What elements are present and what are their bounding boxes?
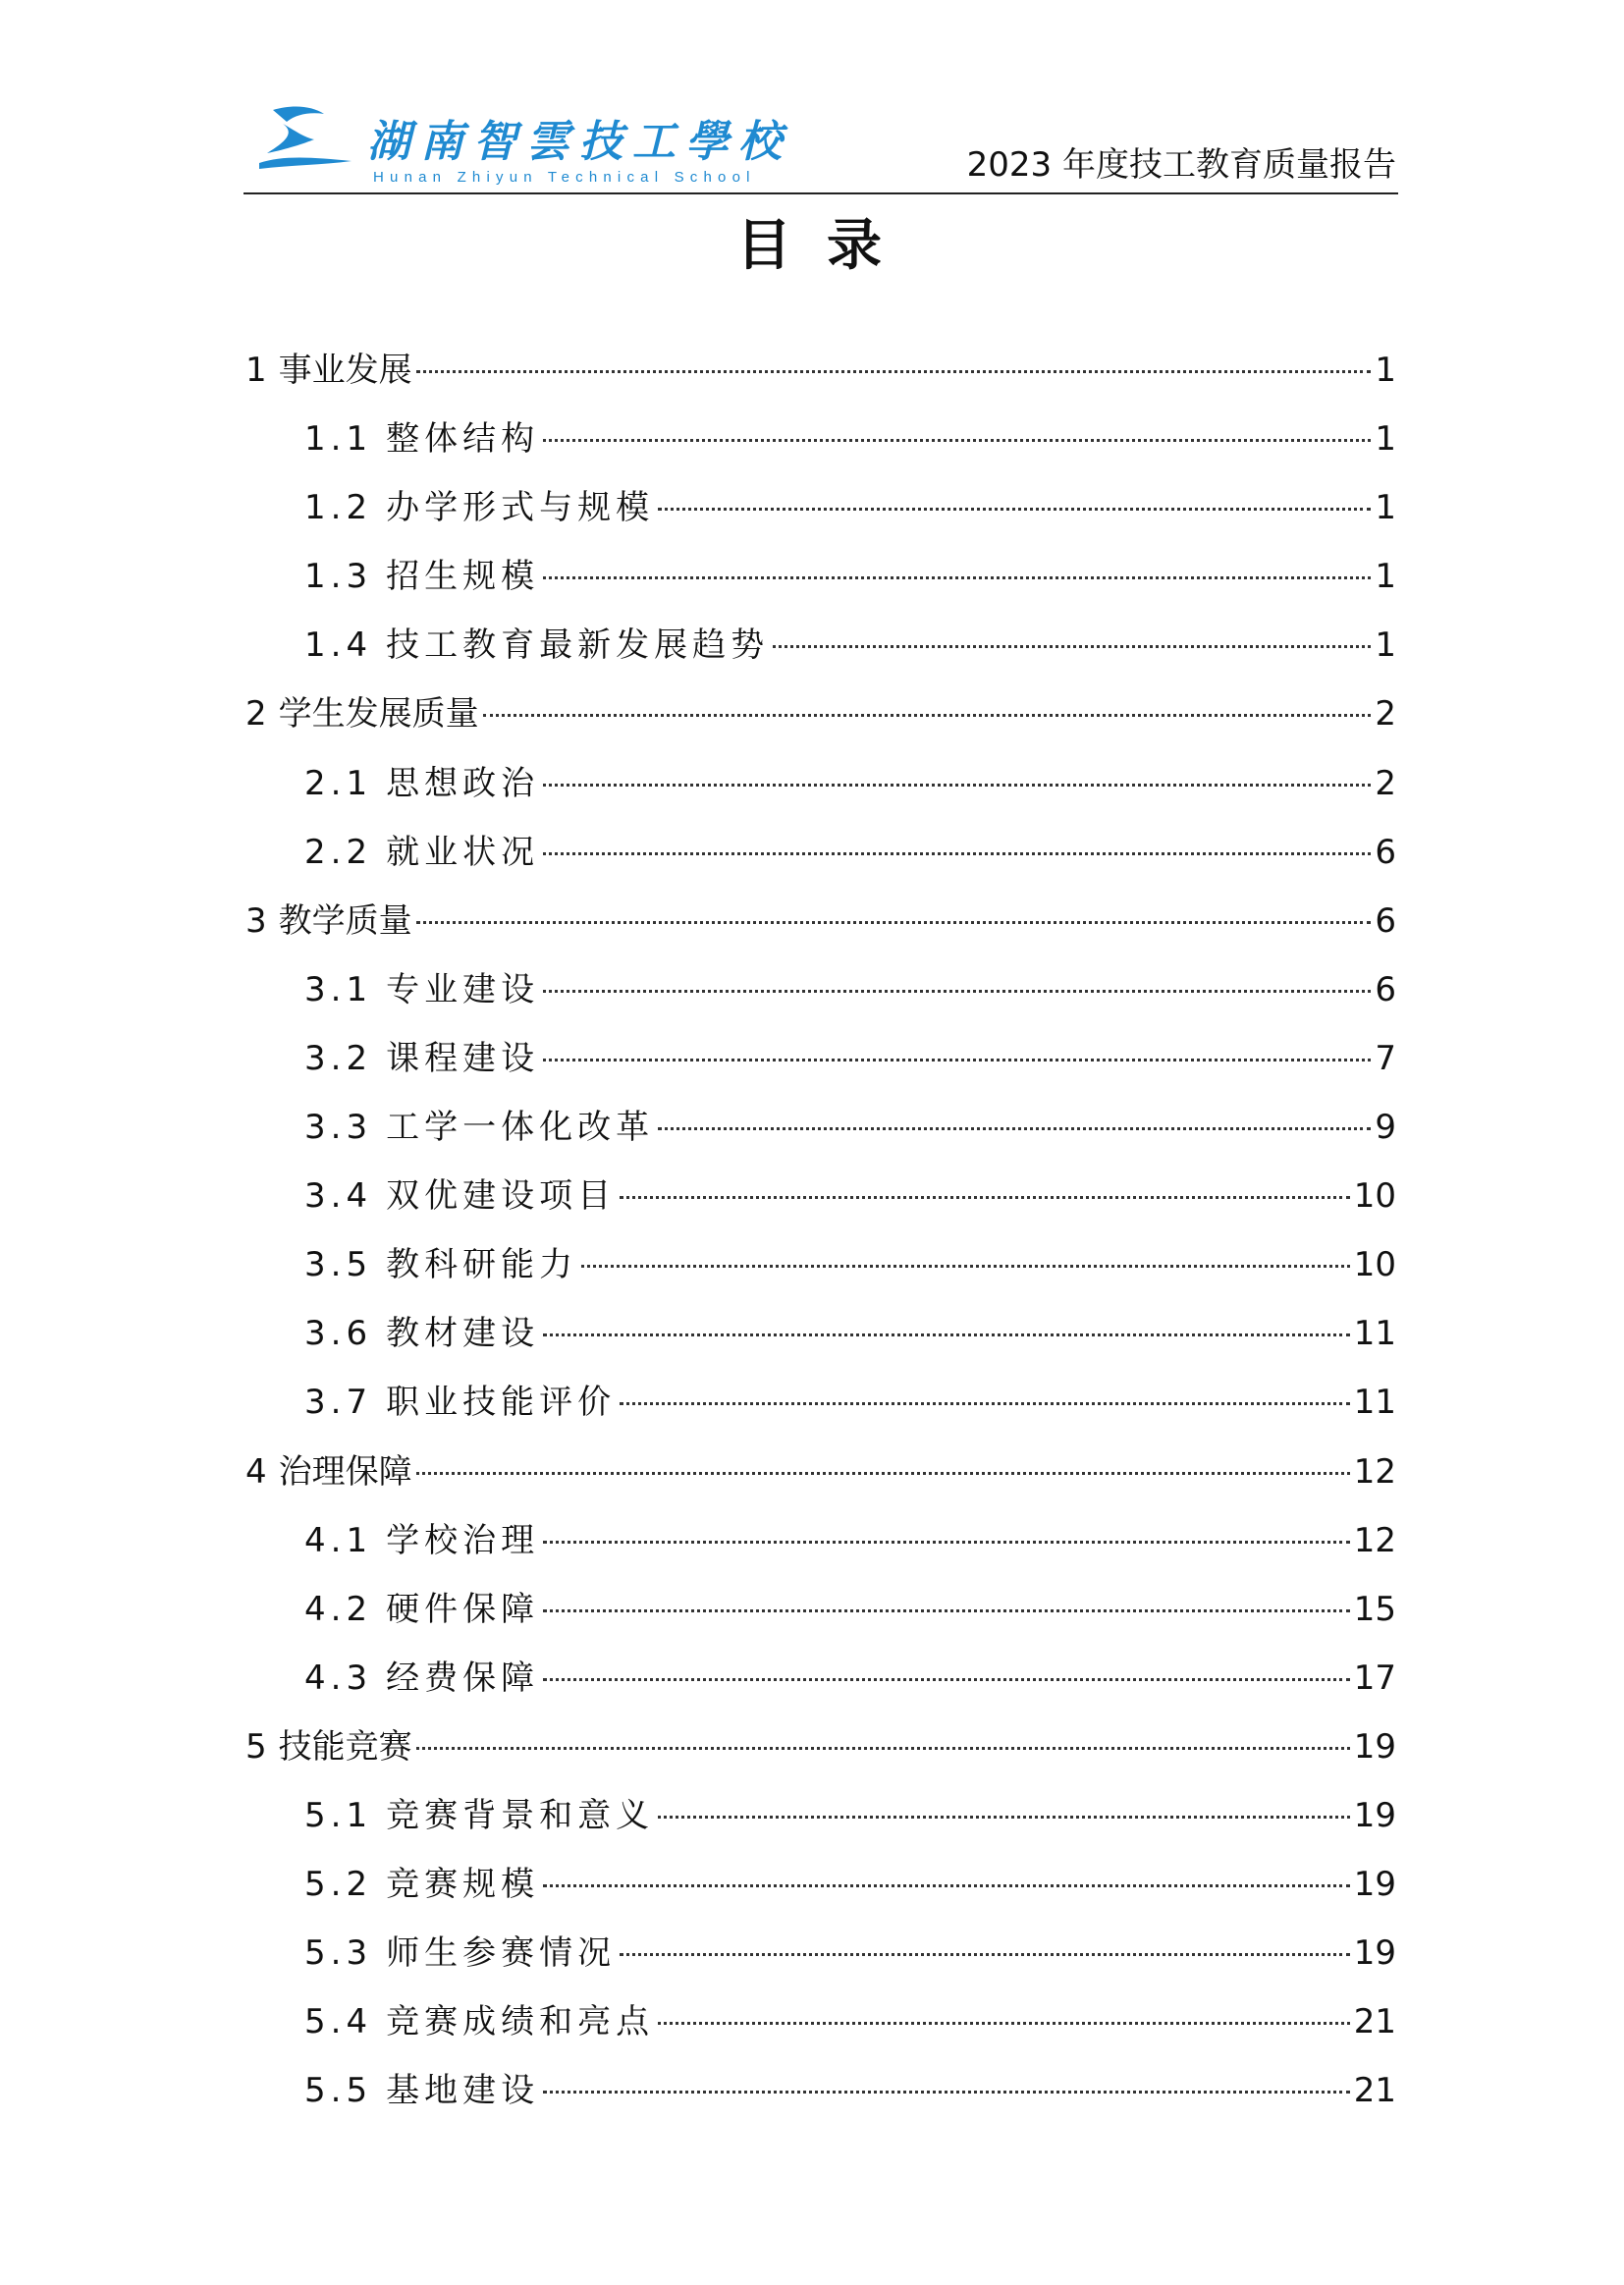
toc-entry-number: 3.7 [304, 1383, 373, 1423]
toc-entry-title: 竞赛规模 [386, 1865, 540, 1905]
toc-entry-number: 3.2 [304, 1038, 373, 1078]
toc-entry[interactable] [245, 680, 1396, 748]
toc-entry[interactable] [245, 473, 1396, 542]
toc-dot-leader [543, 989, 1371, 993]
toc-dot-leader [543, 2090, 1350, 2094]
toc-dot-leader [620, 1195, 1350, 1199]
toc-entry-number: 3.4 [304, 1176, 373, 1217]
toc-entry-page: 1 [1375, 626, 1396, 666]
toc-entry-page: 7 [1375, 1038, 1396, 1078]
toc-entry-number: 3.5 [304, 1245, 373, 1285]
toc-entry-page: 9 [1375, 1108, 1396, 1148]
report-title: 2023 年度技工教育质量报告 [966, 145, 1396, 185]
toc-entry-page: 10 [1353, 1176, 1396, 1217]
toc-entry-number: 5.2 [304, 1865, 373, 1905]
toc-entry-title: 技能竞赛 [278, 1726, 412, 1767]
toc-entry-page: 6 [1375, 969, 1396, 1009]
toc-entry-number: 5.5 [304, 2071, 373, 2111]
toc-entry-page: 19 [1353, 1795, 1396, 1835]
toc-dot-leader [543, 438, 1371, 442]
toc-dot-leader [658, 2021, 1350, 2025]
toc-entry-number: 4.3 [304, 1658, 373, 1698]
toc-entry-title: 招生规模 [386, 557, 540, 597]
toc-entry[interactable] [245, 1162, 1396, 1230]
toc-entry-number: 1.1 [304, 419, 373, 460]
toc-dot-leader [581, 1264, 1350, 1268]
toc-entry-number: 3.1 [304, 969, 373, 1009]
toc-entry-number: 1.4 [304, 626, 373, 666]
toc-entry-title: 双优建设项目 [386, 1176, 617, 1217]
toc-entry-title: 教科研能力 [386, 1245, 578, 1285]
toc-dot-leader [416, 920, 1372, 924]
toc-entry[interactable] [245, 1919, 1396, 1987]
wave-logo-icon [253, 100, 361, 179]
toc-dot-leader [620, 1401, 1350, 1405]
toc-entry-page: 21 [1353, 2071, 1396, 2111]
toc-dot-leader [658, 507, 1371, 511]
school-name-cn: 湖南智雲技工學校 [367, 117, 791, 167]
toc-entry-page: 2 [1375, 763, 1396, 803]
toc-entry-title: 课程建设 [386, 1038, 540, 1078]
toc-entry-number: 4 [245, 1451, 267, 1492]
toc-dot-leader [416, 369, 1372, 373]
toc-entry-page: 1 [1375, 419, 1396, 460]
toc-entry[interactable] [245, 1024, 1396, 1093]
toc-entry[interactable] [245, 1987, 1396, 2056]
page-header [244, 90, 1398, 194]
toc-entry-number: 4.2 [304, 1589, 373, 1629]
toc-entry[interactable] [245, 749, 1396, 818]
toc-entry[interactable] [245, 1368, 1396, 1437]
toc-entry[interactable] [245, 2056, 1396, 2125]
toc-entry-page: 21 [1353, 2002, 1396, 2042]
toc-dot-leader [543, 575, 1371, 579]
toc-dot-leader [658, 1815, 1350, 1819]
toc-dot-leader [543, 1058, 1371, 1061]
toc-entry-number: 5.4 [304, 2002, 373, 2042]
toc-entry-page: 19 [1353, 1865, 1396, 1905]
toc-entry[interactable] [245, 955, 1396, 1024]
toc-entry-title: 工学一体化改革 [386, 1108, 655, 1148]
page-title: 目录 [736, 213, 917, 278]
toc-entry-page: 1 [1375, 557, 1396, 597]
toc-entry-title: 办学形式与规模 [386, 488, 655, 528]
toc-dot-leader [543, 783, 1371, 787]
toc-entry-number: 4.1 [304, 1520, 373, 1560]
toc-entry-title: 专业建设 [386, 969, 540, 1009]
toc-entry-title: 竞赛背景和意义 [386, 1795, 655, 1835]
toc-dot-leader [543, 1540, 1350, 1544]
toc-entry[interactable] [245, 887, 1396, 955]
toc-entry-title: 事业发展 [278, 351, 412, 390]
toc-entry[interactable] [245, 1575, 1396, 1644]
toc-entry-page: 19 [1353, 1933, 1396, 1974]
toc-entry-page: 12 [1353, 1520, 1396, 1560]
toc-dot-leader [658, 1126, 1371, 1130]
toc-entry-page: 1 [1375, 488, 1396, 528]
toc-entry-number: 3.6 [304, 1314, 373, 1354]
toc-dot-leader [620, 1952, 1350, 1956]
toc-dot-leader [543, 1883, 1350, 1887]
toc-entry-title: 技工教育最新发展趋势 [386, 626, 770, 666]
toc-entry-number: 2.2 [304, 832, 373, 872]
toc-entry-title: 就业状况 [386, 832, 540, 872]
toc-entry-number: 5 [245, 1726, 267, 1767]
toc-entry-number: 5.1 [304, 1795, 373, 1835]
school-name-en: Hunan Zhiyun Technical School [373, 169, 756, 186]
toc-entry-page: 2 [1375, 694, 1396, 734]
toc-entry-title: 思想政治 [386, 763, 540, 803]
toc-entry-title: 学校治理 [386, 1520, 540, 1560]
toc-entry-number: 3.3 [304, 1108, 373, 1148]
toc-dot-leader [416, 1746, 1350, 1750]
toc-entry-page: 1 [1375, 351, 1396, 390]
table-of-contents [245, 336, 1396, 2125]
toc-entry[interactable] [245, 1506, 1396, 1575]
toc-entry-number: 5.3 [304, 1933, 373, 1974]
toc-entry-page: 11 [1353, 1383, 1396, 1423]
toc-entry-page: 12 [1353, 1451, 1396, 1492]
toc-entry-number: 1.2 [304, 488, 373, 528]
toc-entry-number: 2.1 [304, 763, 373, 803]
toc-entry-title: 学生发展质量 [278, 694, 479, 734]
toc-entry-number: 1.3 [304, 557, 373, 597]
toc-entry[interactable] [245, 1644, 1396, 1713]
toc-entry[interactable] [245, 1850, 1396, 1919]
school-logo [253, 100, 803, 189]
toc-entry-page: 11 [1353, 1314, 1396, 1354]
toc-dot-leader [543, 1677, 1350, 1681]
toc-entry-page: 15 [1353, 1589, 1396, 1629]
toc-entry[interactable] [245, 1093, 1396, 1162]
toc-entry[interactable] [245, 1781, 1396, 1850]
toc-entry[interactable] [245, 1438, 1396, 1506]
toc-entry-title: 整体结构 [386, 419, 540, 460]
toc-entry-title: 治理保障 [278, 1451, 412, 1492]
toc-dot-leader [773, 644, 1371, 648]
toc-dot-leader [543, 1608, 1350, 1612]
toc-dot-leader [543, 851, 1371, 855]
toc-entry-title: 教材建设 [386, 1314, 540, 1354]
toc-entry[interactable] [245, 405, 1396, 473]
toc-entry-number: 1 [245, 351, 267, 390]
toc-entry[interactable] [245, 1299, 1396, 1368]
toc-entry-title: 经费保障 [386, 1658, 540, 1698]
toc-entry-title: 竞赛成绩和亮点 [386, 2002, 655, 2042]
toc-dot-leader [416, 1471, 1350, 1475]
toc-entry-title: 师生参赛情况 [386, 1933, 617, 1974]
toc-entry-title: 基地建设 [386, 2071, 540, 2111]
toc-entry[interactable] [245, 818, 1396, 887]
toc-entry-number: 3 [245, 900, 267, 941]
toc-entry-page: 17 [1353, 1658, 1396, 1698]
toc-entry[interactable] [245, 1230, 1396, 1299]
toc-entry-page: 6 [1375, 900, 1396, 941]
toc-entry-title: 教学质量 [278, 900, 412, 941]
toc-dot-leader [483, 713, 1372, 717]
toc-entry[interactable] [245, 542, 1396, 611]
toc-entry-title: 职业技能评价 [386, 1383, 617, 1423]
toc-dot-leader [543, 1333, 1350, 1336]
toc-entry-title: 硬件保障 [386, 1589, 540, 1629]
toc-entry[interactable] [245, 611, 1396, 680]
toc-entry[interactable] [245, 1713, 1396, 1781]
toc-entry[interactable] [245, 336, 1396, 405]
toc-entry-page: 19 [1353, 1726, 1396, 1767]
toc-entry-number: 2 [245, 694, 267, 734]
toc-entry-page: 6 [1375, 832, 1396, 872]
toc-entry-page: 10 [1353, 1245, 1396, 1285]
